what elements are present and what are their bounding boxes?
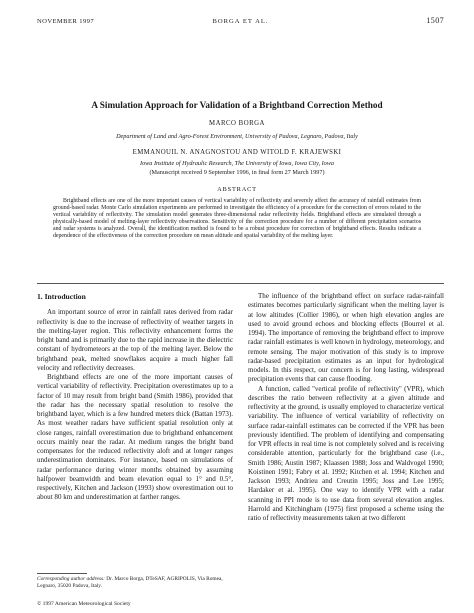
body-paragraph: A function, called ''vertical profile of reflectivity'' (VPR), which describes the ratio between reflectivity at a given altitude and reflectivity at the ground, is usually employed to characterize vertical variability. The influence of vertical variability of reflectivity on surface radar-rainfall estimates can be corrected if the VPR has been previously identified. The problem of identifying and compensating for VPR effects in real time is not completely solved and is receiving considerable attention, particularly for the brightband case (i.e., Smith 1986; Austin 1987; Klaassen 1988; Joss and Waldvogel 1990; Koistinen 1991; Fabry et al. 1992; Kitchen et al. 1994; Kitchen and Jackson 1993; Andrieu and Creutin 1995; Joss and Lee 1995; Hardaker et al. 1995). One way to identify VPR with a radar scanning in PPI mode is to use data from several elevation angles. Harrold and Kitchingham (1975) first proposed a scheme using the ratio of reflectivity measurements taken at two different [248, 384, 444, 522]
second-affiliation: Iowa Institute of Hydraulic Research, The University of Iowa, Iowa City, Iowa [140, 160, 334, 167]
footnote [37, 576, 233, 589]
abstract-divider [37, 283, 444, 284]
page-number: 1507 [426, 16, 444, 25]
left-column [37, 292, 233, 503]
section-heading: 1. Introduction [37, 292, 86, 301]
first-author: MARCO BORGA [209, 120, 265, 127]
abstract-text: Brightband effects are one of the more important causes of vertical variability of reflectivity and severely affect the accuracy of rainfall estimates from ground-based radar. Monte Carlo simulation experiments are performed to investigate the efficiency of a procedure for the correction of errors related to the vertical variability of reflectivity. The simulation model generates three-dimensional radar reflectivity fields. Brightband effects are simulated through a physically-based model of melting-layer reflectivity observations. Sensitivity of the correction procedure for a number of different precipitation scenarios and radar systems is analyzed. Overall, the identification method is found to be a robust procedure for correction of brightband effects. Results indicate a dependence of the effectiveness of the correction procedure on mean altitude and spatial variability of the melting layer. [53, 198, 421, 239]
right-column [248, 292, 444, 523]
front-matter [37, 100, 437, 240]
running-head [37, 18, 444, 28]
running-head-date: NOVEMBER 1997 [37, 18, 95, 25]
paper-title: A Simulation Approach for Validation of a Brightband Correction Method [91, 100, 383, 110]
footnote-text: Dr. Marco Borga, DTeSAF, AGRIPOLIS, Via Romea, Legnaro, 35020 Padova, Italy. [37, 576, 223, 589]
footnote-label: Corresponding author address: [37, 576, 105, 582]
abstract-heading: ABSTRACT [217, 186, 257, 193]
copyright-notice: © 1997 American Meteorological Society [37, 601, 131, 607]
manuscript-dates: (Manuscript received 9 September 1996, in final form 27 March 1997) [149, 169, 325, 176]
body-paragraph: Brightband effects are one of the more important causes of vertical variability of reflectivity. Precipitation overestimates up to a factor of 10 may result from bright band (Smith 1986), provided that the radar has the necessary spatial resolution to resolve the brightband layer, which is a few hundred meters thick (Battan 1973). As most weather radars have sufficient spatial resolution only at close ranges, rainfall overestimation due to brightband enhancement occurs mainly near the radar. At medium ranges the bright band compensates for the reduced reflectivity aloft and at longer ranges underestimation dominates. For instance, based on simulations of radar performance during winter months obtained by assuming halfpower beamwidth and beam elevation equal to 1° and 0.5°, respectively, Kitchen and Jackson (1993) show overestimation out to about 80 km and underestimation at farther ranges. [37, 373, 233, 502]
co-authors: EMMANOUIL N. ANAGNOSTOU AND WITOLD F. KRAJEWSKI [132, 149, 342, 156]
body-paragraph: The influence of the brightband effect on surface radar-rainfall estimates becomes particularly significant when the melting layer is at low altitudes (Collier 1986), or when high elevation angles are used to avoid ground echoes and blocking effects (Bourrel et al. 1994). The importance of removing the brightband effect to improve radar rainfall estimates is well known in hydrology, meteorology, and remote sensing. The major motivation of this study is to improve radar-based precipitation estimates as an input for hydrological models. In this respect, our concern is for long lasting, widespread precipitation events that can cause flooding. [248, 292, 444, 384]
body-paragraph: An important source of error in rainfall rates derived from radar reflectivity is due to the increase of reflectivity of weather targets in the melting-layer region. This reflectivity enhancement forms the bright band and is primarily due to the rapid increase in the dielectric constant of hydrometeors at the top of the melting layer. Below the brightband peak, melted snowflakes acquire a much higher fall velocity and reflectivity decreases. [37, 308, 233, 372]
footnote-divider [37, 573, 87, 574]
running-head-authors: BORGA ET AL. [212, 18, 269, 25]
first-affiliation: Department of Land and Agro-Forest Environment, University of Padova, Legnaro, Padova, Italy [116, 133, 358, 140]
